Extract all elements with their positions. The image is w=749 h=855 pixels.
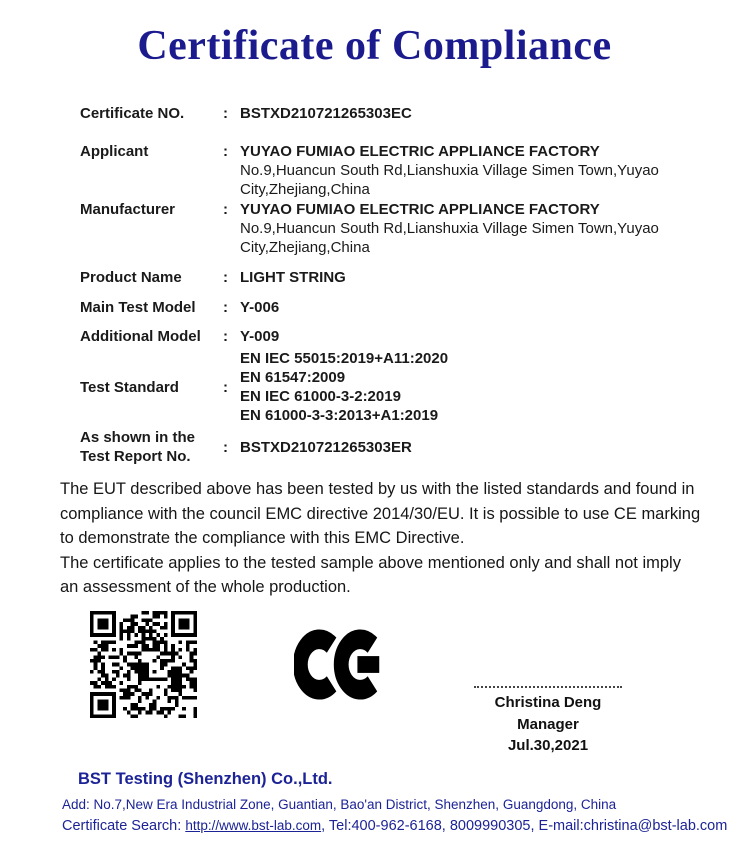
field-label: Test Standard [80, 378, 179, 396]
signature-date: Jul.30,2021 [507, 737, 589, 754]
signatory-name: Christina Deng [494, 694, 602, 711]
field-label: Applicant [80, 143, 149, 160]
field-separator: : [223, 105, 228, 122]
field-value [240, 200, 695, 257]
field-label: Certificate NO. [80, 105, 185, 122]
applicant-address-line2: City,Zhejiang,China [240, 181, 370, 198]
field-value: LIGHT STRING [240, 269, 346, 286]
manufacturer-address-line2: City,Zhejiang,China [240, 239, 370, 256]
field-value [240, 142, 695, 199]
statement-paragraph-2: The certificate applies to the tested sample above mentioned only and shall not imply an assessment of the whole production. [60, 553, 681, 596]
lab-company-name: BST Testing (Shenzhen) Co.,Ltd. [78, 770, 333, 788]
applicant-name: YUYAO FUMIAO ELECTRIC APPLIANCE FACTORY [240, 143, 600, 160]
field-label: Product Name [80, 269, 182, 286]
signature-block [468, 680, 628, 757]
signatory-role: Manager [517, 715, 579, 733]
field-separator: : [223, 201, 228, 218]
field-label: Manufacturer [80, 201, 176, 218]
qr-code-icon [90, 611, 197, 718]
statement-paragraph-1: The EUT described above has been tested by us with the listed standards and found in compliance with the council EMC directive 2014/30/EU. It is possible to use CE marking to demonstrate the compliance with this EMC Directive. [60, 480, 701, 547]
lab-address: Add: No.7,New Era Industrial Zone, Guantian, Bao'an District, Shenzhen, Guangdong, China [62, 797, 617, 812]
field-separator: : [223, 299, 228, 316]
field-value: BSTXD210721265303EC [240, 105, 412, 122]
manufacturer-address-line1: No.9,Huancun South Rd,Lianshuxia Village Simen Town,Yuyao [240, 220, 659, 237]
field-applicant [80, 142, 695, 199]
compliance-statement [60, 477, 702, 600]
test-standard-line: EN 61000-3-3:2013+A1:2019 [240, 407, 439, 424]
lab-contact-info: , Tel:400-962-6168, 8009990305, E-mail:christina@bst-lab.com [321, 818, 728, 834]
field-separator: : [223, 378, 228, 396]
ce-mark-icon [294, 629, 387, 700]
certificate-fields [80, 104, 695, 466]
field-manufacturer [80, 200, 695, 257]
manufacturer-name: YUYAO FUMIAO ELECTRIC APPLIANCE FACTORY [240, 201, 600, 218]
page-title: Certificate of Compliance [137, 23, 612, 69]
certificate-search-label: Certificate Search: [62, 818, 182, 834]
field-separator: : [223, 269, 228, 286]
field-value [240, 349, 695, 425]
applicant-address-line1: No.9,Huancun South Rd,Lianshuxia Village Simen Town,Yuyao [240, 162, 659, 179]
field-separator: : [223, 143, 228, 160]
field-separator: : [223, 438, 228, 456]
field-product-name [80, 268, 695, 287]
field-main-test-model [80, 298, 695, 317]
report-label-line1: As shown in the [80, 429, 196, 446]
signature-dotted-line [474, 680, 622, 688]
test-standard-line: EN 61547:2009 [240, 369, 346, 386]
field-value: Y-009 [240, 328, 280, 345]
certificate-search-link[interactable]: http://www.bst-lab.com [185, 818, 322, 833]
field-label: Main Test Model [80, 299, 196, 316]
field-label [80, 428, 223, 466]
field-test-report-no [80, 428, 695, 466]
field-label: Additional Model [80, 328, 201, 345]
field-value: BSTXD210721265303ER [240, 438, 412, 456]
field-value: Y-006 [240, 299, 280, 316]
report-label-line2: Test Report No. [80, 448, 191, 465]
field-additional-model [80, 327, 695, 346]
certificate-search-line [62, 818, 727, 834]
test-standard-line: EN IEC 55015:2019+A11:2020 [240, 350, 449, 367]
field-separator: : [223, 328, 228, 345]
test-standard-line: EN IEC 61000-3-2:2019 [240, 388, 401, 405]
field-test-standard [80, 349, 695, 425]
field-certificate-no [80, 104, 695, 123]
